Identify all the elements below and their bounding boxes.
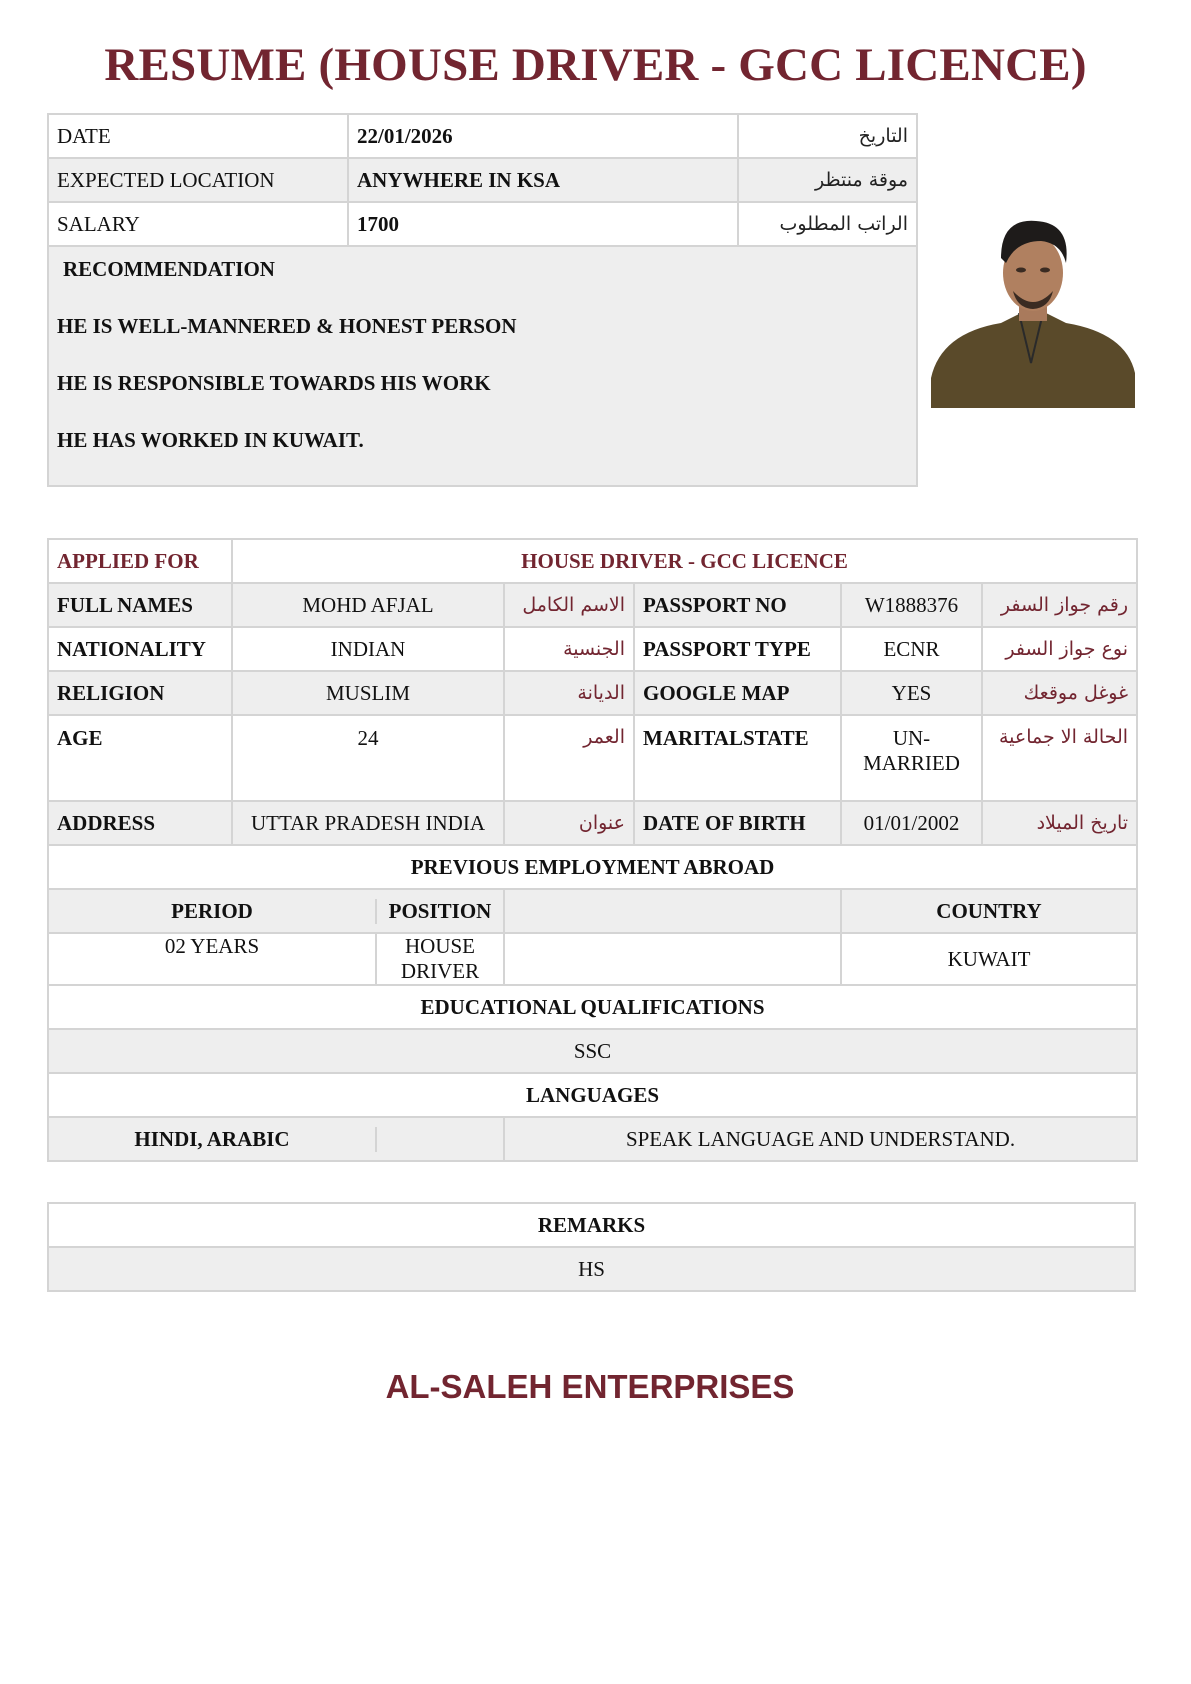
recommendation-line: HE IS WELL-MANNERED & HONEST PERSON — [57, 314, 517, 338]
employment-heading-row — [48, 845, 1137, 889]
company-name: AL-SALEH ENTERPRISES — [385, 1368, 795, 1405]
languages-heading: LANGUAGES — [48, 1073, 1137, 1117]
languages-row — [48, 1117, 1137, 1161]
religion-label: RELIGION — [48, 671, 232, 715]
religion-value: MUSLIM — [232, 671, 504, 715]
country-header: COUNTRY — [841, 889, 1137, 933]
recommendation-heading: RECOMMENDATION — [63, 257, 275, 281]
salary-arabic: الراتب المطلوب — [738, 202, 917, 246]
position-header-spacer — [504, 889, 841, 933]
expected-location-arabic: موقة منتظر — [738, 158, 917, 202]
education-row — [48, 1029, 1137, 1073]
age-arabic: العمر — [504, 715, 634, 801]
employment-country: KUWAIT — [841, 933, 1137, 985]
passport-type-value: ECNR — [841, 627, 982, 671]
employment-columns-row — [48, 889, 1137, 933]
age-label: AGE — [48, 715, 232, 801]
date-arabic: التاريخ — [738, 114, 917, 158]
table-row — [48, 627, 1137, 671]
google-map-arabic: غوغل موقعك — [982, 671, 1137, 715]
remarks-heading-row — [48, 1203, 1135, 1247]
languages-heading-row — [48, 1073, 1137, 1117]
languages-level: SPEAK LANGUAGE AND UNDERSTAND. — [504, 1117, 1137, 1161]
salary-value: 1700 — [348, 202, 738, 246]
passport-type-label: PASSPORT TYPE — [634, 627, 841, 671]
salary-label: SALARY — [48, 202, 348, 246]
recommendation-line: HE HAS WORKED IN KUWAIT. — [57, 428, 364, 452]
date-value: 22/01/2026 — [348, 114, 738, 158]
date-of-birth-value: 01/01/2002 — [841, 801, 982, 845]
employment-heading: PREVIOUS EMPLOYMENT ABROAD — [48, 845, 1137, 889]
employment-row — [48, 933, 1137, 985]
row-date — [48, 114, 917, 158]
marital-state-value: UN-MARRIED — [841, 715, 982, 801]
age-value: 24 — [232, 715, 504, 801]
nationality-arabic: الجنسية — [504, 627, 634, 671]
religion-arabic: الديانة — [504, 671, 634, 715]
nationality-label: NATIONALITY — [48, 627, 232, 671]
details-table — [47, 538, 1138, 1162]
full-names-label: FULL NAMES — [48, 583, 232, 627]
applied-for-label: APPLIED FOR — [48, 539, 232, 583]
row-recommendation — [48, 246, 917, 486]
passport-type-arabic: نوع جواز السفر — [982, 627, 1137, 671]
full-names-value: MOHD AFJAL — [232, 583, 504, 627]
education-heading-row — [48, 985, 1137, 1029]
nationality-value: INDIAN — [232, 627, 504, 671]
date-label: DATE — [48, 114, 348, 158]
employment-period: 02 YEARS — [164, 934, 260, 958]
table-row — [48, 801, 1137, 845]
table-row — [48, 671, 1137, 715]
address-value: UTTAR PRADESH INDIA — [232, 801, 504, 845]
table-row — [48, 583, 1137, 627]
remarks-table — [47, 1202, 1136, 1292]
passport-no-arabic: رقم جواز السفر — [982, 583, 1137, 627]
marital-state-arabic: الحالة الا جماعية — [982, 715, 1137, 801]
education-heading: EDUCATIONAL QUALIFICATIONS — [48, 985, 1137, 1029]
marital-state-label: MARITALSTATE — [634, 715, 841, 801]
passport-no-label: PASSPORT NO — [634, 583, 841, 627]
column-header-period — [48, 889, 504, 933]
address-label: ADDRESS — [48, 801, 232, 845]
employment-period-cell — [48, 933, 504, 985]
table-row — [48, 715, 1137, 801]
page-title: RESUME (HOUSE DRIVER - GCC LICENCE) — [104, 39, 1087, 91]
employment-position-spacer — [504, 933, 841, 985]
expected-location-label: EXPECTED LOCATION — [48, 158, 348, 202]
expected-location-value: ANYWHERE IN KSA — [348, 158, 738, 202]
row-applied-for — [48, 539, 1137, 583]
languages-cell — [48, 1117, 504, 1161]
applied-for-value: HOUSE DRIVER - GCC LICENCE — [232, 539, 1137, 583]
date-of-birth-label: DATE OF BIRTH — [634, 801, 841, 845]
summary-table — [47, 113, 918, 487]
person-portrait-icon — [931, 213, 1135, 408]
education-value: SSC — [48, 1029, 1137, 1073]
row-expected-location — [48, 158, 917, 202]
full-names-arabic: الاسم الكامل — [504, 583, 634, 627]
remarks-row — [48, 1247, 1135, 1291]
date-of-birth-arabic: تاريخ الميلاد — [982, 801, 1137, 845]
google-map-label: GOOGLE MAP — [634, 671, 841, 715]
google-map-value: YES — [841, 671, 982, 715]
recommendation-line: HE IS RESPONSIBLE TOWARDS HIS WORK — [57, 371, 491, 395]
remarks-heading: REMARKS — [48, 1203, 1135, 1247]
address-arabic: عنوان — [504, 801, 634, 845]
languages-list: HINDI, ARABIC — [134, 1126, 290, 1151]
passport-no-value: W1888376 — [841, 583, 982, 627]
period-header: PERIOD — [171, 898, 253, 923]
candidate-photo — [931, 213, 1135, 408]
employment-position: HOUSE DRIVER — [375, 934, 503, 984]
remarks-value: HS — [48, 1247, 1135, 1291]
recommendation-box — [48, 246, 917, 486]
row-salary — [48, 202, 917, 246]
position-header: POSITION — [375, 899, 503, 924]
